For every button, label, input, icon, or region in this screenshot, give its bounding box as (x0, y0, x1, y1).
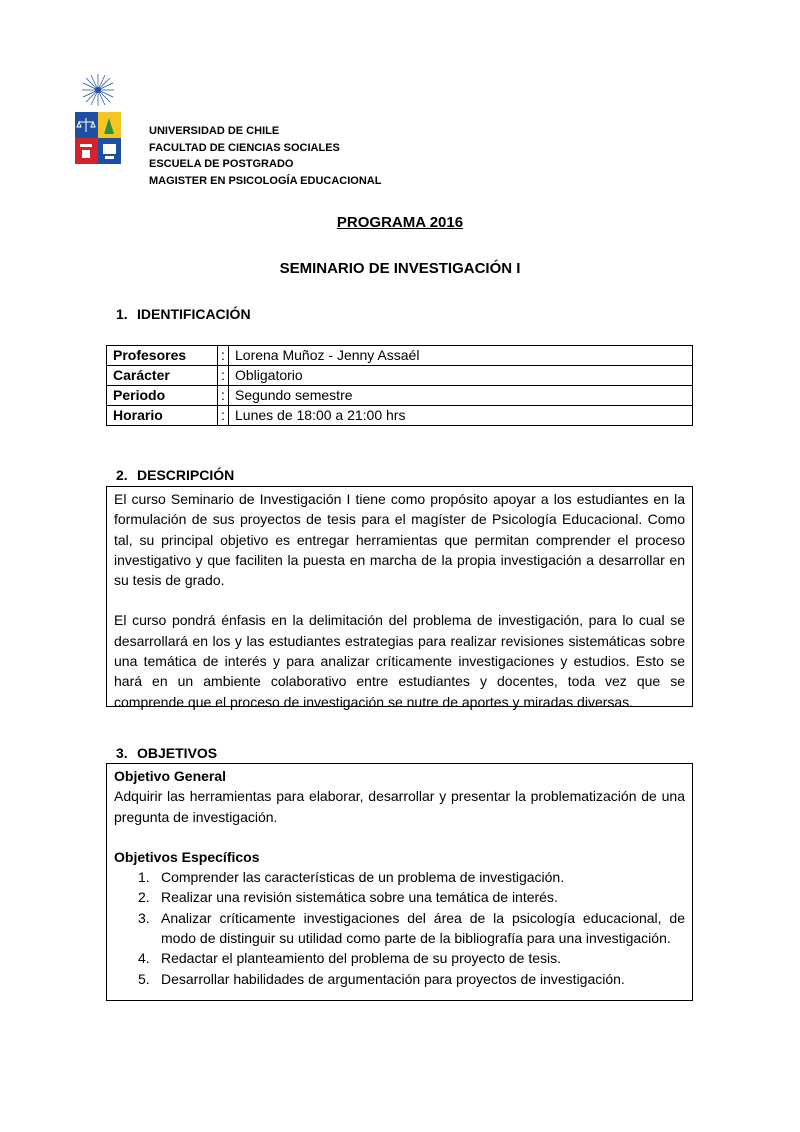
section-title: OBJETIVOS (137, 745, 218, 761)
header-line-program: MAGISTER EN PSICOLOGÍA EDUCACIONAL (149, 174, 382, 187)
row-label: Profesores (107, 346, 218, 366)
list-item (114, 969, 685, 989)
item-text: Comprender las características de un problema de investigación. (161, 869, 565, 886)
item-text: Analizar críticamente investigaciones del área de la psicología educacional, de modo de distinguir su utilidad como parte de la bibliografía para una investigación. (161, 909, 685, 947)
institution-header (149, 123, 381, 189)
item-text: Redactar el planteamiento del problema de su proyecto de tesis. (161, 950, 562, 967)
section-descripcion-heading (116, 467, 234, 483)
list-item (114, 867, 685, 887)
section-objetivos-heading (116, 745, 217, 761)
section-identificacion-heading (116, 306, 251, 322)
table-row (107, 406, 693, 426)
row-label: Carácter (107, 366, 218, 386)
list-item (114, 948, 685, 968)
item-number: 3. (138, 909, 150, 926)
list-item (114, 887, 685, 907)
row-value: Lunes de 18:00 a 21:00 hrs (229, 406, 693, 426)
section-number: 1. (116, 306, 128, 322)
header-line-university: UNIVERSIDAD DE CHILE (149, 125, 280, 137)
header-line-school: ESCUELA DE POSTGRADO (149, 158, 294, 170)
item-text: Realizar una revisión sistemática sobre una temática de interés. (161, 889, 558, 906)
university-crest-icon (72, 70, 124, 168)
row-colon: : (218, 406, 229, 426)
description-paragraph: El curso pondrá énfasis en la delimitación del problema de investigación, para lo cual se desarrollará en los y las estudiantes estrategias para realizar revisiones sistemáticas sobre una temática de interés y para analizar críticamente investigaciones y estudios. Esto se hará en un ambiente colaborativo entre estudiantes y docentes, toda vez que se comprende que el proceso de investigación se nutre de aportes y miradas diversas. (114, 612, 685, 710)
table-row (107, 346, 693, 366)
section-number: 3. (116, 745, 128, 761)
general-objective-text: Adquirir las herramientas para elaborar, desarrollar y presentar la problematización de una pregunta de investigación. (114, 788, 685, 825)
row-value: Obligatorio (229, 366, 693, 386)
item-number: 5. (138, 970, 150, 987)
item-number: 4. (138, 950, 150, 967)
identification-table (106, 345, 693, 426)
course-title: SEMINARIO DE INVESTIGACIÓN I (279, 260, 521, 277)
section-number: 2. (116, 467, 128, 483)
row-label: Periodo (107, 386, 218, 406)
specific-objectives-title: Objetivos Específicos (114, 848, 260, 865)
row-colon: : (218, 366, 229, 386)
row-colon: : (218, 346, 229, 366)
table-row (107, 386, 693, 406)
section-title: DESCRIPCIÓN (137, 467, 235, 483)
list-item (114, 908, 685, 949)
item-number: 1. (138, 869, 150, 886)
row-value: Lorena Muñoz - Jenny Assaél (229, 346, 693, 366)
description-box (106, 486, 693, 710)
description-paragraph: El curso Seminario de Investigación I tiene como propósito apoyar a los estudiantes en la formulación de sus proyectos de tesis para el magíster de Psicología Educacional. Como tal, su principal objetivo es entregar herramientas que permitan comprender el proceso investigativo y que faciliten la puesta en marcha de la propia investigación a desarrollar en su tesis de grado. (114, 491, 685, 589)
section-title: IDENTIFICACIÓN (137, 306, 251, 322)
header-line-faculty: FACULTAD DE CIENCIAS SOCIALES (149, 141, 340, 154)
row-value: Segundo semestre (229, 386, 693, 406)
general-objective-title: Objetivo General (114, 768, 227, 784)
program-title: PROGRAMA 2016 (336, 214, 464, 231)
table-row (107, 366, 693, 386)
row-colon: : (218, 386, 229, 406)
item-number: 2. (138, 889, 150, 906)
row-label: Horario (107, 406, 218, 426)
objectives-box (106, 763, 693, 1001)
specific-objectives-list (114, 867, 685, 989)
item-text: Desarrollar habilidades de argumentación para proyectos de investigación. (161, 970, 625, 987)
